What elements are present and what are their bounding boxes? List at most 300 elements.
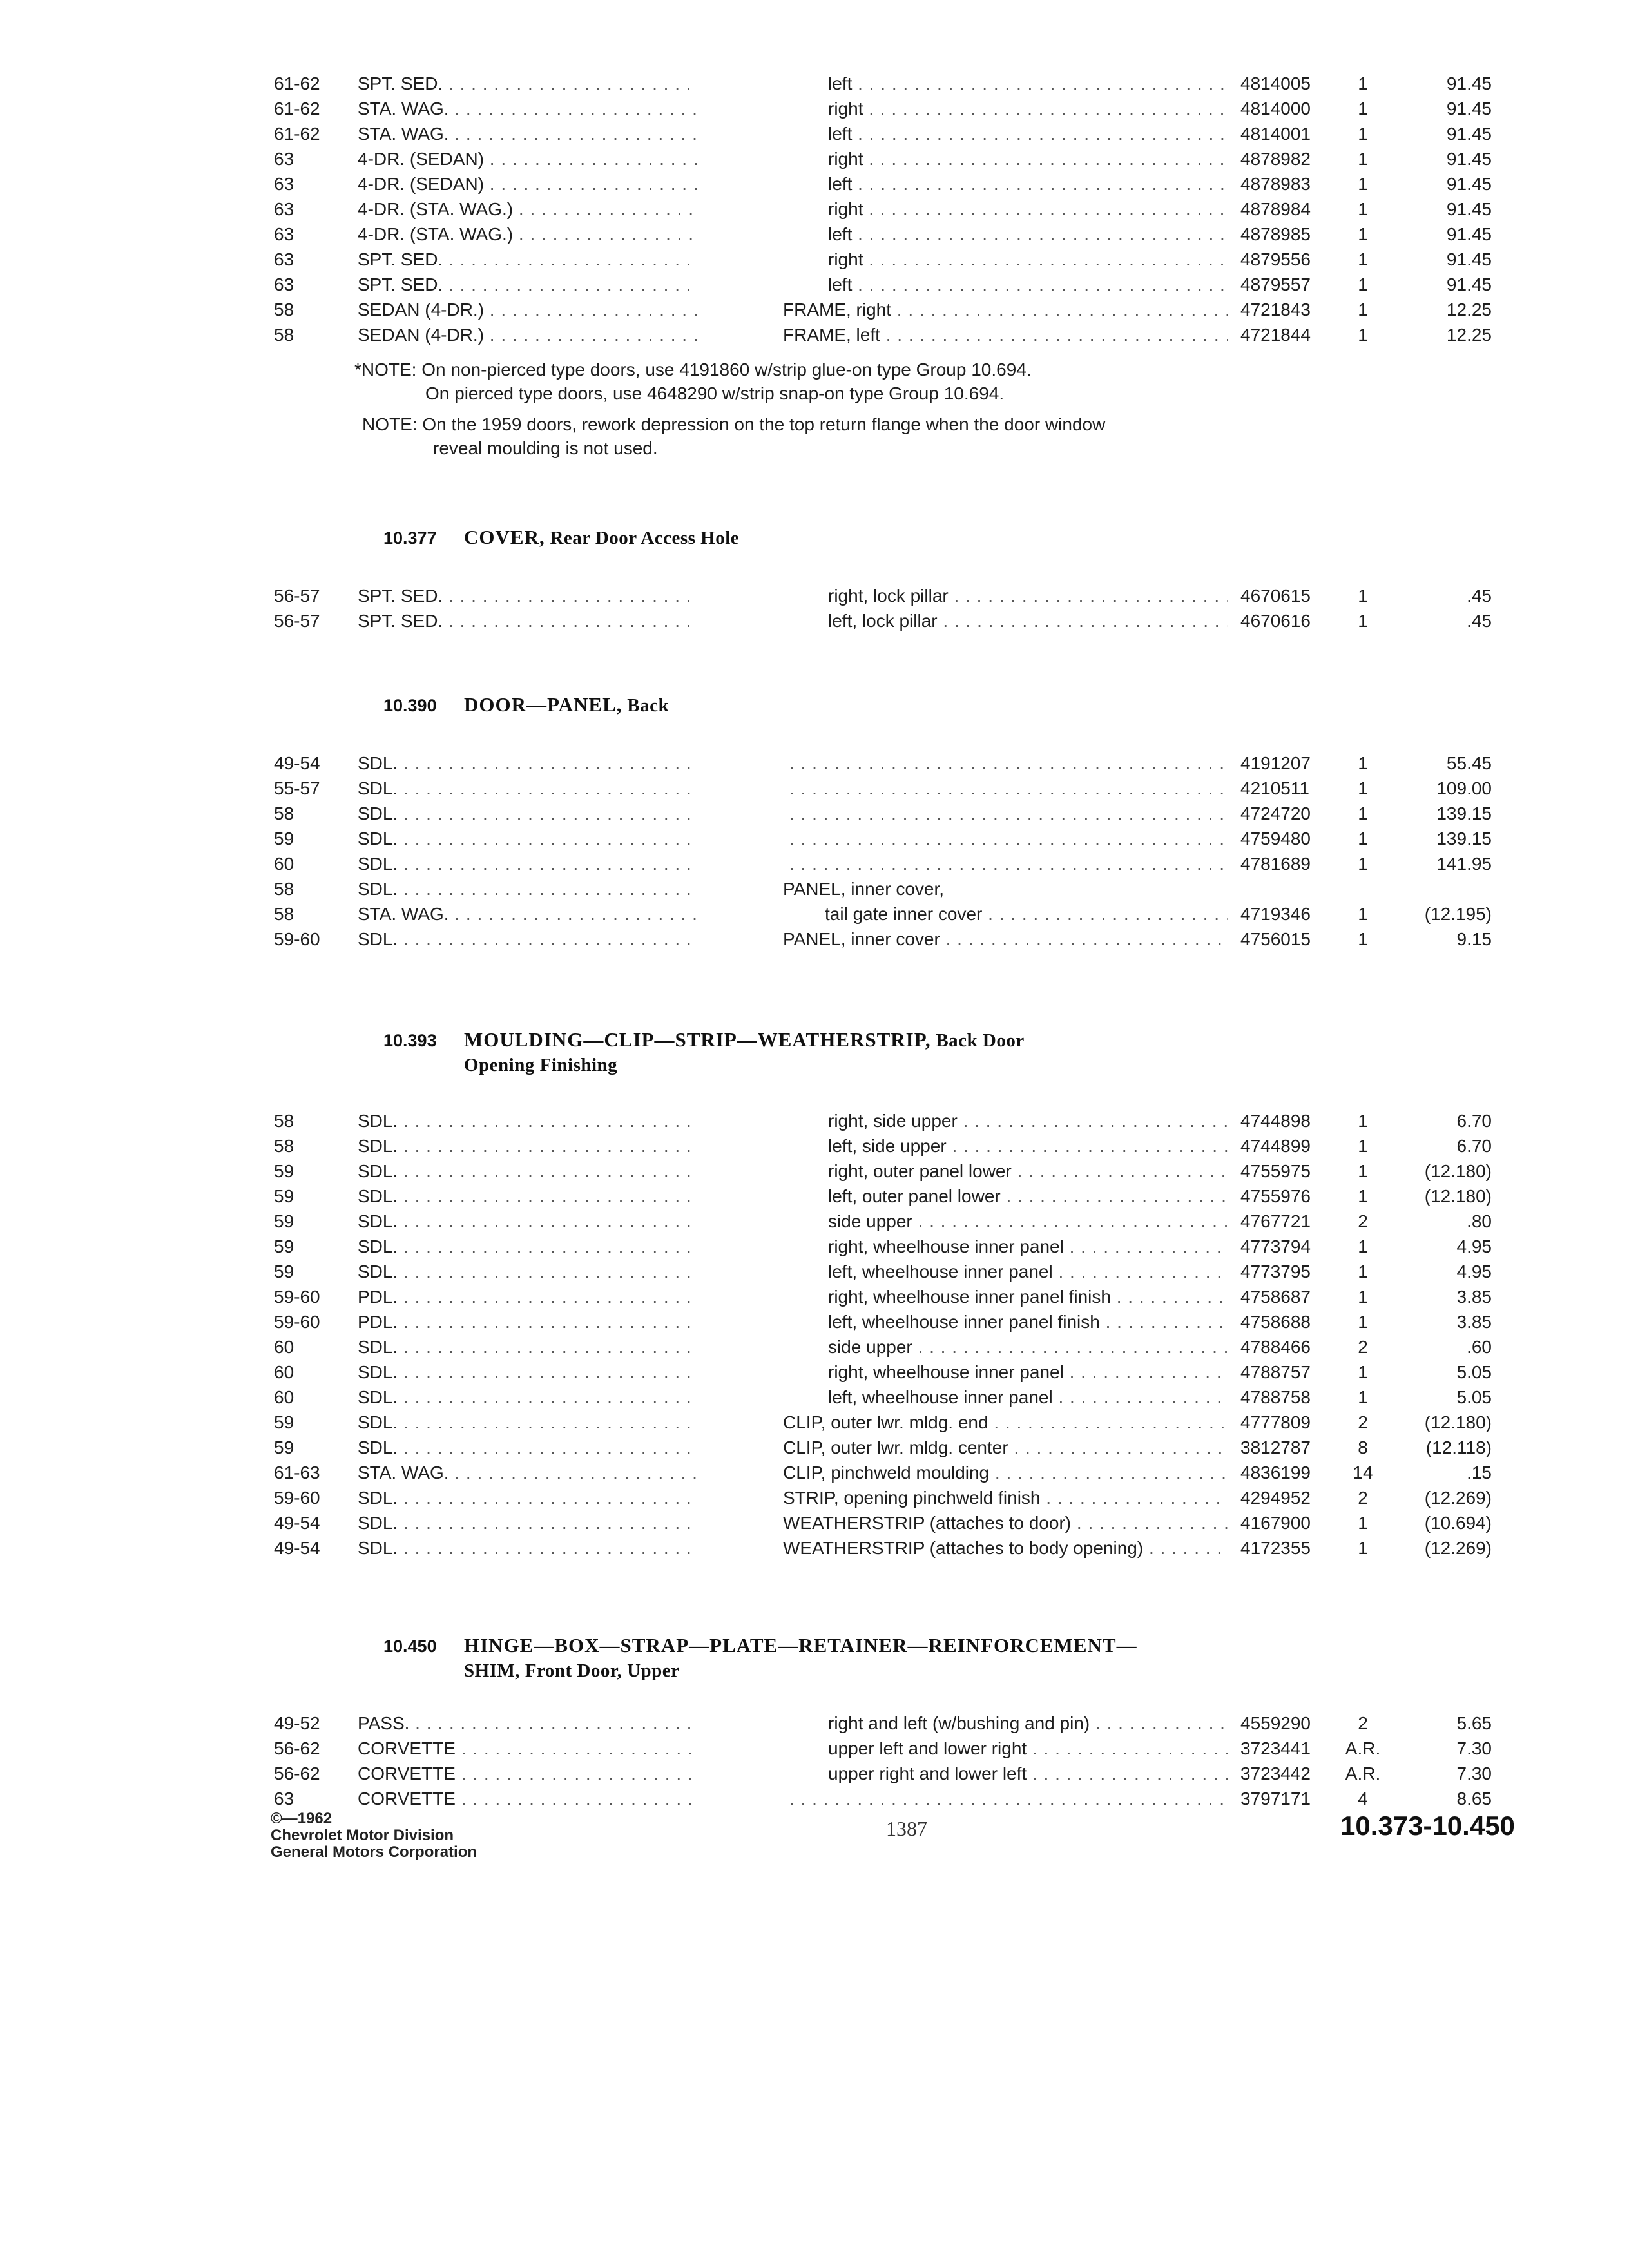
body-style: SDL. . . . <box>358 1259 699 1284</box>
part-description: left, wheelhouse inner panel finish . . . <box>828 1309 1228 1334</box>
part-description: FRAME, left . . . <box>783 322 1228 347</box>
price: 109.00 <box>1436 778 1492 798</box>
part-number: 4788757 <box>1240 1362 1311 1382</box>
model-years: 60 <box>274 1387 294 1407</box>
price: 91.45 <box>1446 99 1492 119</box>
model-years: 59-60 <box>274 1312 320 1332</box>
body-style: SPT. SED. . . . <box>358 608 699 633</box>
quantity: 2 <box>1358 1713 1368 1733</box>
body-style: CORVETTE . . . <box>358 1736 699 1761</box>
body-style: SDL. . . . <box>358 1209 699 1234</box>
body-style: PDL. . . . <box>358 1284 699 1309</box>
quantity: 1 <box>1358 1362 1368 1382</box>
model-years: 59-60 <box>274 929 320 949</box>
section-heading <box>383 1633 1137 1683</box>
quantity: 1 <box>1358 325 1368 345</box>
table-row <box>274 1435 1492 1460</box>
part-description: upper left and lower right . . . <box>828 1736 1228 1761</box>
price: 9.15 <box>1456 929 1492 949</box>
body-style: SDL. . . . <box>358 1485 699 1510</box>
part-number: 4758687 <box>1240 1287 1311 1307</box>
body-style: SPT. SED. . . . <box>358 71 699 96</box>
part-number: 4210511 <box>1240 778 1309 798</box>
section-heading <box>383 525 739 550</box>
part-description: left, side upper . . . <box>828 1133 1228 1158</box>
quantity: 8 <box>1358 1437 1368 1457</box>
price: 91.45 <box>1446 249 1492 269</box>
part-description <box>789 776 1228 801</box>
part-number: 3797171 <box>1240 1789 1311 1809</box>
body-style: STA. WAG. . . . <box>358 1460 699 1485</box>
part-number: 4814001 <box>1240 124 1311 144</box>
copyright: ©—1962 <box>271 1810 333 1827</box>
part-description: STRIP, opening pinchweld finish . . . <box>783 1485 1228 1510</box>
table-row <box>274 1761 1492 1786</box>
part-number: 4777809 <box>1240 1412 1311 1432</box>
table-row <box>274 1385 1492 1410</box>
model-years: 63 <box>274 224 294 244</box>
quantity: 2 <box>1358 1488 1368 1508</box>
quantity: 14 <box>1353 1463 1373 1483</box>
part-description: left, lock pillar . . . <box>828 608 1228 633</box>
model-years: 63 <box>274 274 294 294</box>
model-years: 63 <box>274 1789 294 1809</box>
table-row <box>274 1786 1492 1811</box>
body-style: SDL. . . . <box>358 1435 699 1460</box>
part-number: 4294952 <box>1240 1488 1311 1508</box>
part-number: 4879556 <box>1240 249 1311 269</box>
section-subtitle: Back Door <box>936 1030 1025 1051</box>
model-years: 49-54 <box>274 1513 320 1533</box>
part-description: side upper . . . <box>828 1209 1228 1234</box>
body-style: SEDAN (4-DR.) . . . <box>358 297 699 322</box>
part-description: PANEL, inner cover . . . <box>783 927 1228 952</box>
quantity: 1 <box>1358 1387 1368 1407</box>
note-label: NOTE: <box>362 414 418 434</box>
price: (10.694) <box>1424 1513 1492 1533</box>
body-style: 4-DR. (SEDAN) . . . <box>358 146 699 171</box>
model-years: 59-60 <box>274 1488 320 1508</box>
part-description: left, wheelhouse inner panel . . . <box>828 1259 1228 1284</box>
price: 12.25 <box>1446 300 1492 320</box>
table-row <box>274 1158 1492 1184</box>
price: 12.25 <box>1446 325 1492 345</box>
quantity: 1 <box>1358 1136 1368 1156</box>
table-row <box>274 222 1492 247</box>
quantity: 1 <box>1358 224 1368 244</box>
part-description: left . . . <box>828 71 1228 96</box>
part-number: 4758688 <box>1240 1312 1311 1332</box>
model-years: 49-52 <box>274 1713 320 1733</box>
body-style: SDL. . . . <box>358 927 699 952</box>
part-description: right, wheelhouse inner panel . . . <box>828 1234 1228 1259</box>
price: 91.45 <box>1446 274 1492 294</box>
section-number: 10.377 <box>383 528 437 548</box>
body-style: SDL. . . . <box>358 751 699 776</box>
note-text-continued: reveal moulding is not used. <box>433 438 658 458</box>
table-row <box>274 1259 1492 1284</box>
model-years: 58 <box>274 1111 294 1131</box>
model-years: 58 <box>274 879 294 899</box>
price: 91.45 <box>1446 224 1492 244</box>
body-style: CORVETTE . . . <box>358 1786 699 1811</box>
section-title: DOOR—PANEL, <box>464 693 622 716</box>
table-row <box>274 1209 1492 1234</box>
model-years: 59-60 <box>274 1287 320 1307</box>
part-number: 4759480 <box>1240 829 1311 849</box>
table-row <box>274 1334 1492 1360</box>
price: (12.269) <box>1424 1488 1492 1508</box>
price: (12.180) <box>1424 1412 1492 1432</box>
body-style: SDL. . . . <box>358 1184 699 1209</box>
price: (12.180) <box>1424 1161 1492 1181</box>
part-description: right, wheelhouse inner panel finish . . . <box>828 1284 1228 1309</box>
price: (12.269) <box>1424 1538 1492 1558</box>
part-number: 4167900 <box>1240 1513 1311 1533</box>
section-title: HINGE—BOX—STRAP—PLATE—RETAINER—REINFORCEMENT— <box>464 1634 1137 1657</box>
model-years: 63 <box>274 174 294 194</box>
section-title-continued: Opening Finishing <box>464 1055 618 1075</box>
publisher-credit <box>271 1811 477 1861</box>
part-number: 4814000 <box>1240 99 1311 119</box>
body-style: SDL. . . . <box>358 1158 699 1184</box>
table-row <box>274 71 1492 96</box>
parts-table <box>274 1711 1492 1811</box>
price: 91.45 <box>1446 124 1492 144</box>
quantity: 1 <box>1358 99 1368 119</box>
part-number: 4814005 <box>1240 73 1311 93</box>
part-number: 4878982 <box>1240 149 1311 169</box>
body-style: 4-DR. (STA. WAG.) . . . <box>358 222 699 247</box>
table-row <box>274 901 1492 927</box>
body-style: SDL. . . . <box>358 1234 699 1259</box>
quantity: 1 <box>1358 174 1368 194</box>
part-description: right . . . <box>828 146 1228 171</box>
table-row <box>274 776 1492 801</box>
part-description: right . . . <box>828 197 1228 222</box>
table-row <box>274 608 1492 633</box>
model-years: 61-62 <box>274 99 320 119</box>
price: 139.15 <box>1436 803 1492 823</box>
parts-table <box>274 71 1492 347</box>
model-years: 63 <box>274 149 294 169</box>
body-style: STA. WAG. . . . <box>358 96 699 121</box>
quantity: 1 <box>1358 829 1368 849</box>
body-style: 4-DR. (STA. WAG.) . . . <box>358 197 699 222</box>
price: 7.30 <box>1456 1738 1492 1758</box>
note-text: On non-pierced type doors, use 4191860 w/strip glue-on type Group 10.694. <box>421 360 1032 380</box>
table-row <box>274 121 1492 146</box>
model-years: 56-62 <box>274 1763 320 1783</box>
part-number: 4719346 <box>1240 904 1311 924</box>
part-number: 4559290 <box>1240 1713 1311 1733</box>
part-description: WEATHERSTRIP (attaches to body opening) . . . <box>783 1535 1228 1561</box>
quantity: 1 <box>1358 1111 1368 1131</box>
model-years: 59 <box>274 1186 294 1206</box>
part-number: 4755975 <box>1240 1161 1311 1181</box>
table-row <box>274 96 1492 121</box>
price: (12.180) <box>1424 1186 1492 1206</box>
body-style: STA. WAG. . . . <box>358 901 699 927</box>
model-years: 59 <box>274 1211 294 1231</box>
part-number: 4781689 <box>1240 854 1311 874</box>
part-number: 4191207 <box>1240 753 1311 773</box>
section-number: 10.393 <box>383 1031 437 1050</box>
price: 6.70 <box>1456 1111 1492 1131</box>
quantity: 1 <box>1358 1513 1368 1533</box>
model-years: 58 <box>274 325 294 345</box>
body-style: STA. WAG. . . . <box>358 121 699 146</box>
part-number: 4767721 <box>1240 1211 1311 1231</box>
price: 7.30 <box>1456 1763 1492 1783</box>
price: .80 <box>1467 1211 1492 1231</box>
quantity: 1 <box>1358 1161 1368 1181</box>
price: (12.118) <box>1425 1437 1492 1457</box>
parts-table <box>274 751 1492 952</box>
body-style: SDL. . . . <box>358 1360 699 1385</box>
part-description: right, wheelhouse inner panel . . . <box>828 1360 1228 1385</box>
body-style: SDL. . . . <box>358 776 699 801</box>
price: 8.65 <box>1456 1789 1492 1809</box>
footnote <box>362 412 1105 460</box>
quantity: 1 <box>1358 586 1368 606</box>
note-label: *NOTE: <box>354 360 417 380</box>
table-row <box>274 851 1492 876</box>
part-number: 4670615 <box>1240 586 1311 606</box>
model-years: 58 <box>274 1136 294 1156</box>
quantity: 1 <box>1358 753 1368 773</box>
part-description: right, side upper . . . <box>828 1108 1228 1133</box>
section-title: COVER, <box>464 526 545 548</box>
part-description <box>789 826 1228 851</box>
quantity: 4 <box>1358 1789 1368 1809</box>
part-number: 4878985 <box>1240 224 1311 244</box>
part-number: 4721843 <box>1240 300 1311 320</box>
quantity: 1 <box>1358 1287 1368 1307</box>
corporation-name: General Motors Corporation <box>271 1843 477 1861</box>
part-description: left . . . <box>828 222 1228 247</box>
model-years: 58 <box>274 300 294 320</box>
body-style: SDL. . . . <box>358 1535 699 1561</box>
table-row <box>274 1460 1492 1485</box>
table-row <box>274 876 1485 901</box>
parts-table <box>274 1108 1492 1561</box>
body-style: SDL. . . . <box>358 1334 699 1360</box>
quantity: 1 <box>1358 149 1368 169</box>
model-years: 49-54 <box>274 753 320 773</box>
model-years: 59 <box>274 1161 294 1181</box>
price: 3.85 <box>1456 1287 1492 1307</box>
price: 139.15 <box>1436 829 1492 849</box>
body-style: SPT. SED. . . . <box>358 247 699 272</box>
part-description <box>789 801 1228 826</box>
body-style: SDL. . . . <box>358 1385 699 1410</box>
part-description: right and left (w/bushing and pin) . . . <box>828 1711 1228 1736</box>
model-years: 56-62 <box>274 1738 320 1758</box>
model-years: 63 <box>274 249 294 269</box>
part-description: right . . . <box>828 96 1228 121</box>
body-style: SDL. . . . <box>358 801 699 826</box>
table-row <box>274 1535 1492 1561</box>
quantity: 1 <box>1358 1186 1368 1206</box>
part-number: 4878984 <box>1240 199 1311 219</box>
quantity: 1 <box>1358 1538 1368 1558</box>
price: 91.45 <box>1446 73 1492 93</box>
table-row <box>274 583 1492 608</box>
part-description: left, wheelhouse inner panel . . . <box>828 1385 1228 1410</box>
body-style: 4-DR. (SEDAN) . . . <box>358 171 699 197</box>
section-title-continued: SHIM, Front Door, Upper <box>464 1660 680 1681</box>
part-description: left . . . <box>828 171 1228 197</box>
body-style: SDL. . . . <box>358 1510 699 1535</box>
model-years: 49-54 <box>274 1538 320 1558</box>
part-description: side upper . . . <box>828 1334 1228 1360</box>
part-number: 4879557 <box>1240 274 1311 294</box>
model-years: 59 <box>274 1412 294 1432</box>
table-row <box>274 826 1492 851</box>
quantity: 1 <box>1358 73 1368 93</box>
quantity: 1 <box>1358 611 1368 631</box>
part-number: 4724720 <box>1240 803 1311 823</box>
model-years: 59 <box>274 1262 294 1282</box>
quantity: 1 <box>1358 854 1368 874</box>
part-description: FRAME, right . . . <box>783 297 1228 322</box>
model-years: 59 <box>274 1437 294 1457</box>
price: 4.95 <box>1456 1262 1492 1282</box>
model-years: 58 <box>274 904 294 924</box>
quantity: 1 <box>1358 803 1368 823</box>
part-description: left . . . <box>828 121 1228 146</box>
model-years: 59 <box>274 829 294 849</box>
table-row <box>274 247 1492 272</box>
price: .15 <box>1467 1463 1492 1483</box>
model-years: 60 <box>274 1337 294 1357</box>
quantity: A.R. <box>1345 1763 1381 1783</box>
model-years: 61-63 <box>274 1463 320 1483</box>
part-number: 4172355 <box>1240 1538 1311 1558</box>
part-description: left, outer panel lower . . . <box>828 1184 1228 1209</box>
part-number: 4755976 <box>1240 1186 1311 1206</box>
table-row <box>274 1284 1492 1309</box>
table-row <box>274 1184 1492 1209</box>
model-years: 60 <box>274 1362 294 1382</box>
table-row <box>274 146 1492 171</box>
body-style: SDL. . . . <box>358 876 699 901</box>
quantity: 1 <box>1358 1262 1368 1282</box>
price: .60 <box>1467 1337 1492 1357</box>
page-number: 1387 <box>886 1817 927 1840</box>
table-row <box>274 1309 1492 1334</box>
footnote <box>354 358 1032 405</box>
section-heading <box>383 1028 1025 1077</box>
part-number: 4788758 <box>1240 1387 1311 1407</box>
price: 4.95 <box>1456 1236 1492 1256</box>
part-description: upper right and lower left . . . <box>828 1761 1228 1786</box>
quantity: 2 <box>1358 1412 1368 1432</box>
model-years: 61-62 <box>274 124 320 144</box>
part-number: 4878983 <box>1240 174 1311 194</box>
body-style: SDL. . . . <box>358 1108 699 1133</box>
model-years: 56-57 <box>274 611 320 631</box>
price: 91.45 <box>1446 199 1492 219</box>
section-number: 10.450 <box>383 1637 437 1656</box>
part-description: WEATHERSTRIP (attaches to door) . . . <box>783 1510 1228 1535</box>
note-text: On the 1959 doors, rework depression on the top return flange when the door window <box>422 414 1106 434</box>
section-subtitle: Rear Door Access Hole <box>550 528 740 548</box>
body-style: PASS. . . . <box>358 1711 699 1736</box>
table-row <box>274 1133 1492 1158</box>
part-number: 4744899 <box>1240 1136 1311 1156</box>
model-years: 55-57 <box>274 778 320 798</box>
section-heading <box>383 693 669 718</box>
quantity: 2 <box>1358 1211 1368 1231</box>
body-style: SDL. . . . <box>358 1410 699 1435</box>
quantity: 1 <box>1358 124 1368 144</box>
division-name: Chevrolet Motor Division <box>271 1827 454 1844</box>
part-description: right, outer panel lower . . . <box>828 1158 1228 1184</box>
model-years: 59 <box>274 1236 294 1256</box>
part-number: 3723442 <box>1240 1763 1311 1783</box>
table-row <box>274 322 1492 347</box>
price: (12.195) <box>1424 904 1492 924</box>
table-row <box>274 197 1492 222</box>
part-number: 4773794 <box>1240 1236 1311 1256</box>
body-style: SPT. SED. . . . <box>358 583 699 608</box>
section-number: 10.390 <box>383 696 437 715</box>
body-style: CORVETTE . . . <box>358 1761 699 1786</box>
quantity: A.R. <box>1345 1738 1381 1758</box>
price: 5.05 <box>1456 1362 1492 1382</box>
part-description: right, lock pillar . . . <box>828 583 1228 608</box>
quantity: 1 <box>1358 300 1368 320</box>
part-number: 4756015 <box>1240 929 1311 949</box>
table-row <box>274 1234 1492 1259</box>
price: 91.45 <box>1446 149 1492 169</box>
price: 91.45 <box>1446 174 1492 194</box>
section-subtitle: Back <box>627 695 670 716</box>
part-number: 4788466 <box>1240 1337 1311 1357</box>
price: 141.95 <box>1436 854 1492 874</box>
part-description <box>789 1786 1228 1811</box>
part-description: right . . . <box>828 247 1228 272</box>
body-style: SDL. . . . <box>358 851 699 876</box>
part-description: tail gate inner cover . . . <box>825 901 1228 927</box>
part-description: CLIP, outer lwr. mldg. end . . . <box>783 1410 1228 1435</box>
quantity: 1 <box>1358 1236 1368 1256</box>
note-text-continued: On pierced type doors, use 4648290 w/strip snap-on type Group 10.694. <box>425 383 1005 403</box>
part-number: 4836199 <box>1240 1463 1311 1483</box>
table-row <box>274 1360 1492 1385</box>
part-description <box>789 851 1228 876</box>
quantity: 1 <box>1358 199 1368 219</box>
body-style: SDL. . . . <box>358 1133 699 1158</box>
table-row <box>274 1108 1492 1133</box>
body-style: SPT. SED. . . . <box>358 272 699 297</box>
price: .45 <box>1467 611 1492 631</box>
part-number: 4773795 <box>1240 1262 1311 1282</box>
table-row <box>274 927 1492 952</box>
part-number: 4744898 <box>1240 1111 1311 1131</box>
body-style: PDL. . . . <box>358 1309 699 1334</box>
quantity: 1 <box>1358 904 1368 924</box>
price: 5.05 <box>1456 1387 1492 1407</box>
table-row <box>274 1485 1492 1510</box>
model-years: 61-62 <box>274 73 320 93</box>
part-number: 3812787 <box>1240 1437 1311 1457</box>
price: 3.85 <box>1456 1312 1492 1332</box>
quantity: 1 <box>1358 929 1368 949</box>
table-row <box>274 297 1492 322</box>
